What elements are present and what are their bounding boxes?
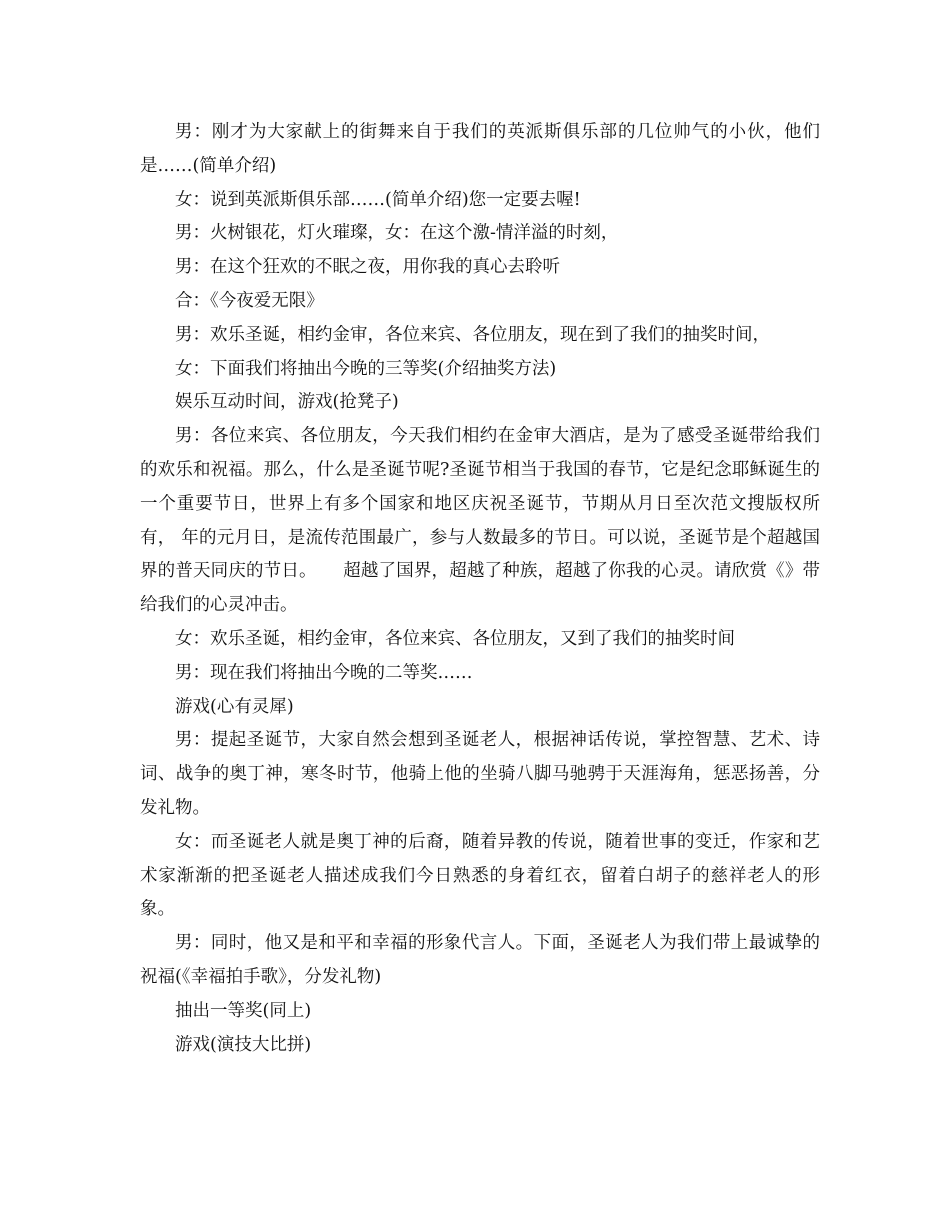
paragraph: 游戏(演技大比拼) (175, 1034, 312, 1055)
paragraph: 男：火树银花，灯火璀璨，女：在这个激-情洋溢的时刻， (175, 223, 619, 244)
paragraph: 游戏(心有灵犀) (175, 696, 294, 717)
paragraph: 男：刚才为大家献上的街舞来自于我们的英派斯俱乐部的几位帅气的小伙，他们是……(简单介绍) (140, 122, 820, 176)
paragraph: 娱乐互动时间，游戏(抢凳子) (175, 392, 399, 413)
paragraph: 男：同时，他又是和平和幸福的形象代言人。下面，圣诞老人为我们带上最诚挚的祝福(《幸福拍手歌》，分发礼物) (140, 933, 820, 987)
paragraph: 女：说到英派斯俱乐部……(简单介绍)您一定要去喔! (175, 189, 581, 210)
paragraph: 抽出一等奖(同上) (175, 1000, 312, 1021)
paragraph: 女：而圣诞老人就是奥丁神的后裔，随着异教的传说，随着世事的变迁，作家和艺术家渐渐的把圣诞老人描述成我们今日熟悉的身着红衣，留着白胡子的慈祥老人的形象。 (140, 831, 820, 920)
paragraph: 女：欢乐圣诞，相约金审，各位来宾、各位朋友，又到了我们的抽奖时间 (175, 628, 735, 649)
paragraph: 男：提起圣诞节，大家自然会想到圣诞老人，根据神话传说，掌控智慧、艺术、诗词、战争的奥丁神，寒冬时节，他骑上他的坐骑八脚马驰骋于天涯海角，惩恶扬善，分发礼物。 (140, 730, 820, 818)
paragraph: 男：各位来宾、各位朋友，今天我们相约在金审大酒店，是为了感受圣诞带给我们的欢乐和祝福。那么，什么是圣诞节呢?圣诞节相当于我国的春节，它是纪念耶稣诞生的一个重要节日，世界上有多个国家和地区庆祝圣诞节，节期从月日至次范文搜版权所有， 年的元月日，是流传范围最广，参与人数最多的节日。可以说，圣诞节是个超越国界的普天同庆的节日。 超越了国界，超越了种族，超越了你我的心灵。请欣赏《》带给我们的心灵冲击。 (140, 426, 820, 616)
document-body (140, 116, 820, 1062)
paragraph: 男：欢乐圣诞，相约金审，各位来宾、各位朋友，现在到了我们的抽奖时间， (175, 324, 770, 345)
paragraph: 女：下面我们将抽出今晚的三等奖(介绍抽奖方法) (175, 358, 557, 379)
paragraph: 男：现在我们将抽出今晚的二等奖…… (175, 662, 473, 683)
paragraph: 男：在这个狂欢的不眠之夜，用你我的真心去聆听 (175, 257, 560, 278)
paragraph: 合：《今夜爱无限》 (175, 290, 324, 311)
